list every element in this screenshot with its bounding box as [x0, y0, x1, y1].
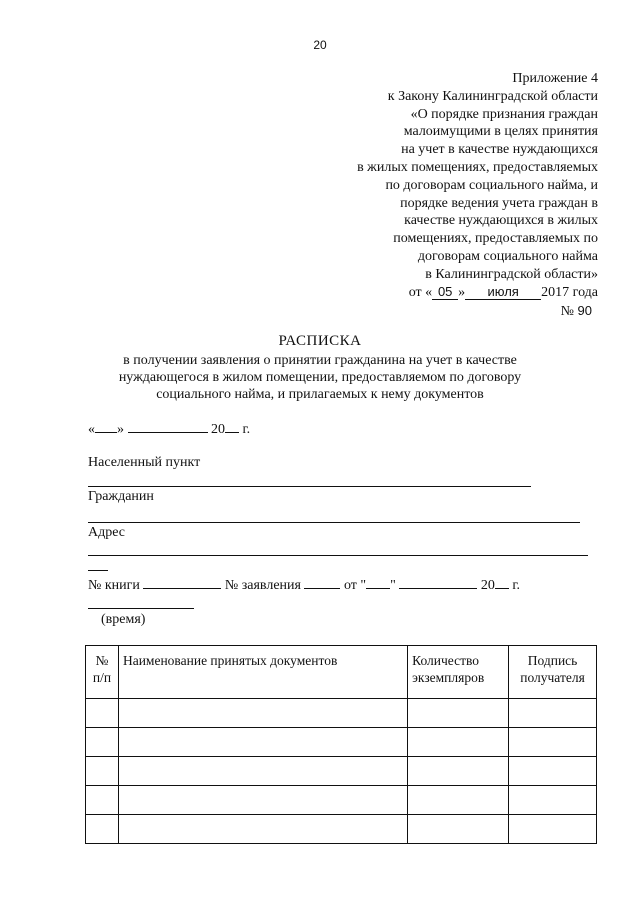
- law-number: [561, 303, 592, 320]
- time-line[interactable]: [88, 608, 194, 609]
- document-subtitle: [0, 352, 640, 403]
- cell-count[interactable]: [408, 815, 509, 844]
- header-signature: [509, 646, 597, 699]
- from-year-blank[interactable]: [495, 588, 509, 589]
- header-count-line1: Количество: [412, 653, 480, 668]
- number-value: 90: [577, 303, 592, 318]
- date-year-prefix: 20: [211, 422, 225, 437]
- cell-count[interactable]: [408, 786, 509, 815]
- from-day-blank[interactable]: [366, 588, 390, 589]
- date-day: 05: [432, 285, 458, 300]
- cell-signature[interactable]: [509, 728, 597, 757]
- table-row: [86, 815, 597, 844]
- cell-count[interactable]: [408, 728, 509, 757]
- documents-table: [85, 645, 597, 844]
- date-month-blank[interactable]: [128, 432, 208, 433]
- date-day-blank[interactable]: [95, 432, 117, 433]
- appendix-line: Приложение 4: [512, 71, 598, 86]
- cell-document-name[interactable]: [118, 699, 407, 728]
- header-count: [408, 646, 509, 699]
- cell-document-name[interactable]: [118, 728, 407, 757]
- cell-document-name[interactable]: [118, 757, 407, 786]
- from-year-prefix: 20: [480, 578, 495, 593]
- time-label: (время): [101, 612, 146, 627]
- subtitle-line: нуждающегося в жилом помещении, предоставляемом по договору: [118, 370, 522, 385]
- cell-number[interactable]: [86, 786, 119, 815]
- date-open: «: [88, 422, 95, 437]
- from-year-suffix: г.: [512, 578, 521, 593]
- date-year-suffix: г.: [242, 422, 251, 437]
- cell-number[interactable]: [86, 728, 119, 757]
- header-document-name: Наименование принятых документов: [118, 646, 407, 699]
- subtitle-line: в получении заявления о принятии гражданина на учет в качестве: [123, 353, 517, 368]
- from-month-blank[interactable]: [399, 588, 477, 589]
- cell-signature[interactable]: [509, 786, 597, 815]
- date-year-blank[interactable]: [225, 432, 239, 433]
- book-label: № книги: [88, 578, 140, 593]
- receipt-date-field: [88, 422, 250, 438]
- cell-signature[interactable]: [509, 699, 597, 728]
- cell-count[interactable]: [408, 757, 509, 786]
- appendix-date-line: [357, 284, 598, 302]
- header-signature-line1: Подпись: [527, 653, 578, 668]
- subtitle-line: социального найма, и прилагаемых к нему документов: [156, 387, 484, 402]
- appendix-line: порядке ведения учета граждан в: [400, 195, 598, 211]
- appendix-header: [357, 70, 598, 301]
- appendix-line: в жилых помещениях, предоставляемых: [357, 159, 598, 175]
- appendix-line: «О порядке признания граждан: [410, 106, 598, 122]
- cell-number[interactable]: [86, 699, 119, 728]
- date-month: июля: [465, 285, 541, 300]
- header-count-line2: экземпляров: [412, 670, 485, 685]
- cell-number[interactable]: [86, 757, 119, 786]
- table-row: [86, 728, 597, 757]
- cell-number[interactable]: [86, 815, 119, 844]
- settlement-label: Населенный пункт: [88, 455, 201, 470]
- date-year: 2017 года: [541, 284, 598, 300]
- appendix-line: в Калининградской области»: [425, 266, 598, 282]
- table-row: [86, 699, 597, 728]
- application-number-blank[interactable]: [304, 588, 340, 589]
- number-sign: №: [560, 304, 575, 319]
- cell-count[interactable]: [408, 699, 509, 728]
- registration-line: [88, 578, 520, 594]
- header-number-line2: п/п: [92, 670, 112, 685]
- table-row: [86, 786, 597, 815]
- citizen-line[interactable]: [88, 522, 580, 523]
- date-close: »: [117, 422, 124, 437]
- cell-signature[interactable]: [509, 757, 597, 786]
- cell-document-name[interactable]: [118, 786, 407, 815]
- header-number-line1: №: [95, 653, 109, 668]
- book-number-blank[interactable]: [143, 588, 221, 589]
- appendix-line: договорам социального найма: [417, 248, 598, 264]
- header-signature-line2: получателя: [520, 670, 585, 685]
- application-label: № заявления: [224, 578, 301, 593]
- date-prefix: от «: [408, 284, 433, 300]
- table-row: [86, 757, 597, 786]
- citizen-label: Гражданин: [88, 489, 154, 504]
- from-quote-close: ": [390, 578, 396, 593]
- address-label: Адрес: [88, 525, 126, 540]
- address-line-continuation[interactable]: [88, 570, 108, 571]
- date-day-close: »: [458, 284, 466, 300]
- appendix-line: качестве нуждающихся в жилых: [404, 213, 598, 229]
- appendix-line: на учет в качестве нуждающихся: [401, 142, 598, 158]
- from-label: от: [343, 578, 357, 593]
- appendix-line: малоимущими в целях принятия: [403, 124, 598, 140]
- cell-signature[interactable]: [509, 815, 597, 844]
- settlement-line[interactable]: [88, 486, 531, 487]
- appendix-line: к Закону Калининградской области: [387, 88, 598, 104]
- document-title: РАСПИСКА: [278, 333, 362, 349]
- address-line[interactable]: [88, 555, 588, 556]
- page-number: 20: [313, 38, 327, 52]
- table-header-row: [86, 646, 597, 699]
- appendix-line: по договорам социального найма, и: [385, 177, 598, 193]
- appendix-line: помещениях, предоставляемых по: [393, 231, 598, 247]
- from-quote-open: ": [360, 578, 367, 593]
- header-number: [86, 646, 119, 699]
- cell-document-name[interactable]: [118, 815, 407, 844]
